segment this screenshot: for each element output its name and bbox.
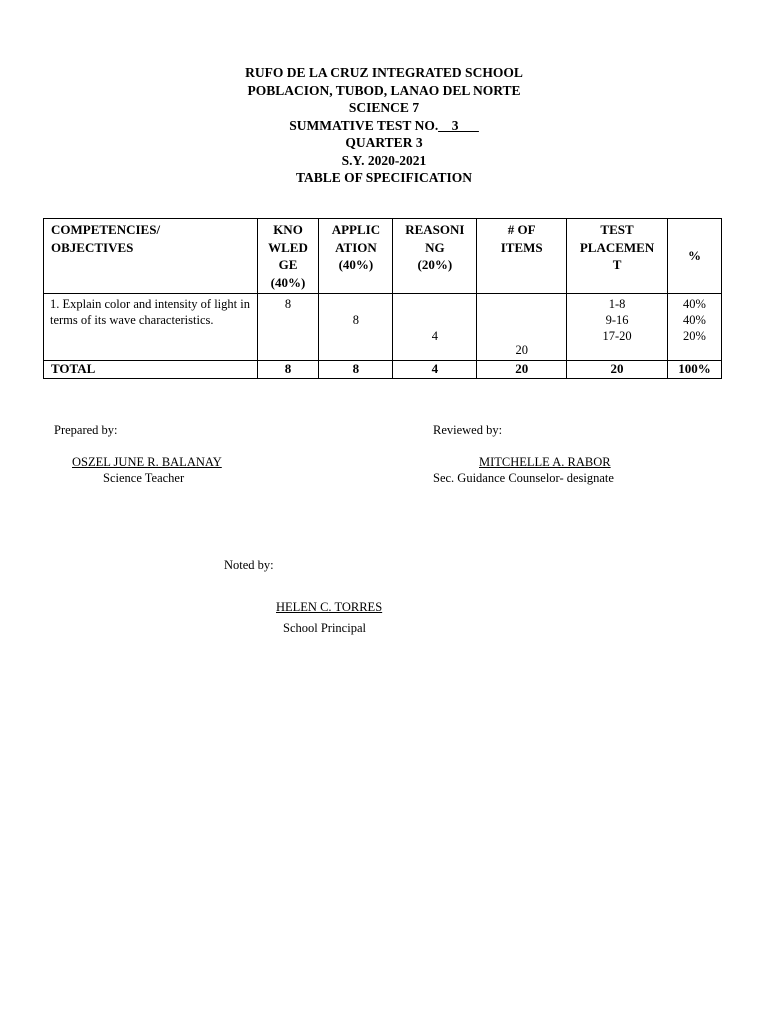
reviewed-by-name: MITCHELLE A. RABOR xyxy=(479,455,611,469)
total-knowledge: 8 xyxy=(257,361,319,379)
header-items: # OF ITEMS xyxy=(477,219,567,294)
header-competencies: COMPETENCIES/ OBJECTIVES xyxy=(44,219,258,294)
prepared-by-name: OSZEL JUNE R. BALANAY xyxy=(72,455,222,469)
total-application: 8 xyxy=(319,361,393,379)
table-header-row xyxy=(44,219,722,294)
reviewed-by-label: Reviewed by: xyxy=(433,423,503,437)
document-title: TABLE OF SPECIFICATION xyxy=(295,170,473,185)
test-prefix: SUMMATIVE TEST NO. xyxy=(289,117,439,133)
total-placement: 20 xyxy=(567,361,668,379)
total-reasoning: 4 xyxy=(393,361,477,379)
header-reasoning: REASONI NG (20%) xyxy=(393,219,477,294)
header-placement: TEST PLACEMEN T xyxy=(567,219,668,294)
total-row xyxy=(44,361,722,379)
table-row xyxy=(44,294,722,361)
objective-cell: 1. Explain color and intensity of light in terms of its wave characteristics. xyxy=(44,294,258,361)
subject: SCIENCE 7 xyxy=(348,100,420,115)
header-application: APPLIC ATION (40%) xyxy=(319,219,393,294)
noted-by-title: School Principal xyxy=(283,621,366,635)
reviewed-by-title: Sec. Guidance Counselor- designate xyxy=(433,471,614,485)
total-items: 20 xyxy=(477,361,567,379)
quarter: QUARTER 3 xyxy=(345,135,423,150)
placement-cell: 1-8 9-16 17-20 xyxy=(567,294,668,361)
test-number-line xyxy=(0,117,768,135)
header-percent: % xyxy=(668,219,722,294)
noted-by-name: HELEN C. TORRES xyxy=(276,600,383,614)
knowledge-cell: 8 xyxy=(257,294,319,361)
prepared-by-title: Science Teacher xyxy=(103,471,185,485)
prepared-by-label: Prepared by: xyxy=(54,423,118,437)
school-name: RUFO DE LA CRUZ INTEGRATED SCHOOL xyxy=(245,65,523,80)
reasoning-cell: 4 xyxy=(393,294,477,361)
noted-by-label: Noted by: xyxy=(224,558,274,572)
items-cell: 20 xyxy=(477,294,567,361)
document-header xyxy=(0,64,768,187)
school-address: POBLACION, TUBOD, LANAO DEL NORTE xyxy=(247,82,521,98)
total-label: TOTAL xyxy=(44,361,258,379)
application-cell: 8 xyxy=(319,294,393,361)
header-knowledge: KNO WLED GE (40%) xyxy=(257,219,319,294)
specification-table xyxy=(43,218,722,379)
school-year: S.Y. 2020-2021 xyxy=(341,152,427,168)
total-percent: 100% xyxy=(668,361,722,379)
percent-cell: 40% 40% 20% xyxy=(668,294,722,361)
test-number: __3___ xyxy=(438,117,479,133)
